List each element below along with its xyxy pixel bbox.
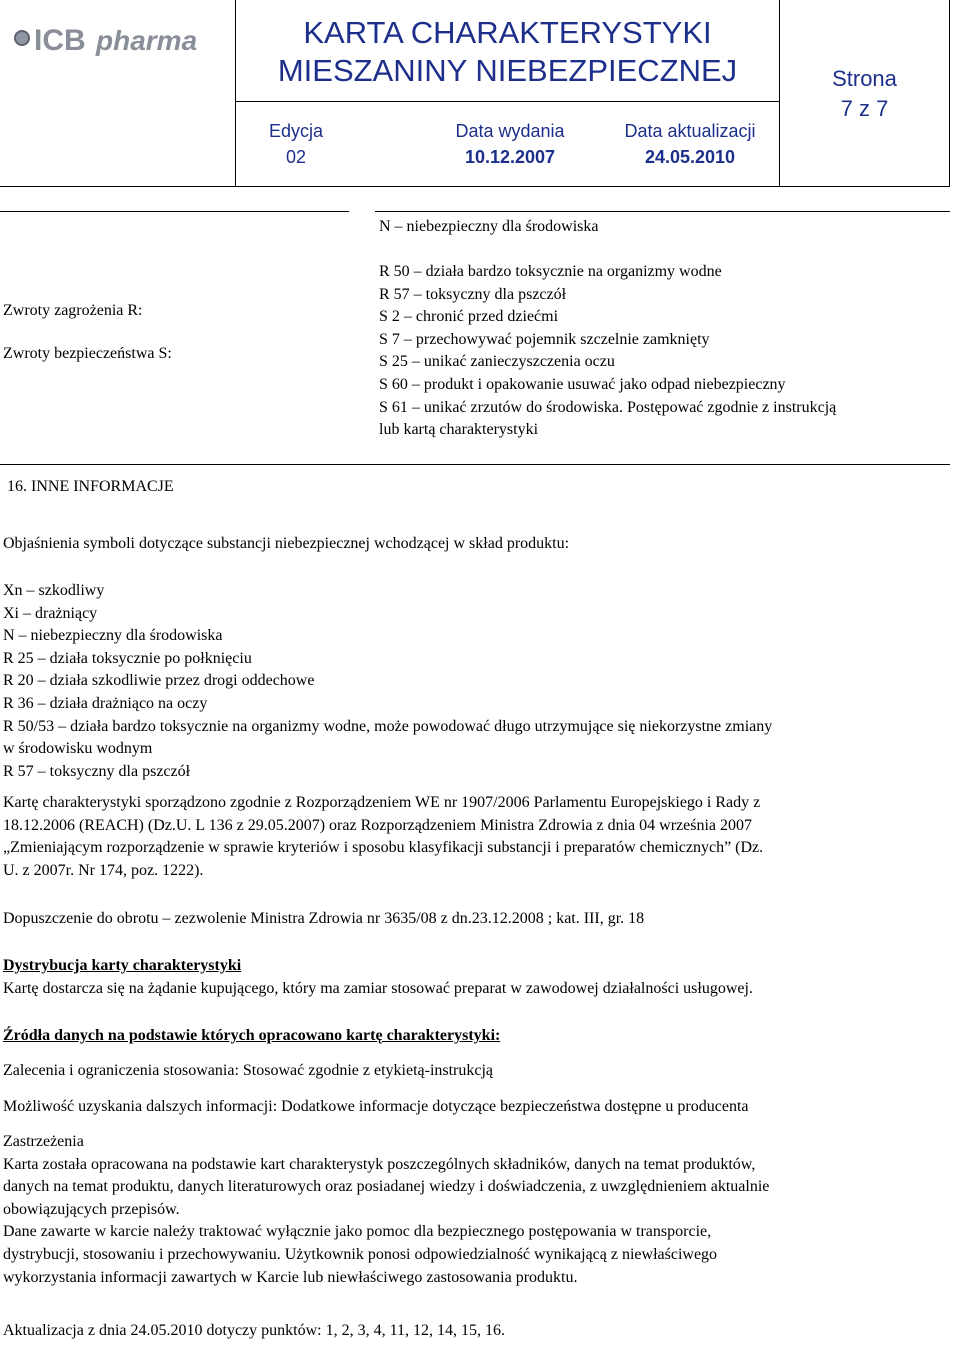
svg-text:pharma: pharma [96,25,198,56]
symbol-line: R 57 – toksyczny dla pszczół [3,762,191,780]
symbol-line: N – niebezpieczny dla środowiska [3,627,223,645]
update-date-value: 24.05.2010 [644,147,736,167]
s-phrases-label: Zwroty bezpieczeństwa S: [3,345,172,362]
disclaimer-line: Dane zawarte w karcie należy traktować wyłącznie jako pomoc dla bezpiecznego postępowania w transporcie, [3,1223,712,1241]
edition-value: 02 [285,147,307,167]
edition-label: Edycja [268,121,324,141]
phrase-line: S 2 – chronić przed dziećmi [379,308,559,326]
page-number-cell [780,64,949,124]
phrase-line: S 7 – przechowywać pojemnik szczelnie zamknięty [379,330,710,348]
recommendations-text: Zalecenia i ograniczenia stosowania: Stosować zgodnie z etykietą-instrukcją [3,1062,494,1079]
document-title [236,14,779,90]
page-label: Strona [832,66,897,91]
table-rule [375,211,950,212]
symbol-line: R 25 – działa toksycznie po połknięciu [3,649,252,667]
phrase-line: S 25 – unikać zanieczyszczenia oczu [379,353,615,371]
phrase-line: R 57 – toksyczny dla pszczół [379,285,567,303]
legal-basis [3,792,948,882]
document-header [0,0,950,187]
symbols-list [3,580,948,783]
legal-line: „Zmieniającym rozporządzenie w sprawie kryteriów i sposobu klasyfikacji substancji i preparatów chemicznych” (Dz. [3,839,764,857]
phrase-line: S 61 – unikać zrzutów do środowiska. Postępować zgodnie z instrukcją [379,398,837,416]
section-rule [0,464,950,465]
disclaimer-section [3,1131,948,1289]
disclaimer-line: danych na temat produktu, danych literaturowych oraz posiadanej wiedzy i doświadczenia, z uwzględnieniem aktualnie [3,1178,770,1196]
market-permit: Dopuszczenie do obrotu – zezwolenie Ministra Zdrowia nr 3635/08 z dn.23.12.2008 ; kat. III, gr. 18 [3,910,645,927]
issue-date-cell [420,118,600,170]
legal-line: U. z 2007r. Nr 174, poz. 1222). [3,861,204,879]
legal-line: Kartę charakterystyki sporządzono zgodnie z Rozporządzeniem WE nr 1907/2006 Parlamentu Europejskiego i Rady z [3,794,761,811]
r-phrases-label: Zwroty zagrożenia R: [3,302,143,319]
update-date-label: Data aktualizacji [624,121,756,141]
section-heading: 16. INNE INFORMACJE [7,478,174,495]
distribution-section [3,955,948,1000]
phrase-line: lub kartą charakterystyki [379,421,539,439]
edition-cell [236,118,356,170]
update-note: Aktualizacja z dnia 24.05.2010 dotyczy punktów: 1, 2, 3, 4, 11, 12, 14, 15, 16. [3,1322,505,1339]
header-divider [235,101,780,102]
disclaimer-line: Karta została opracowana na podstawie kart charakterystyk poszczególnych składników, danych na temat produktów, [3,1155,756,1173]
page-value: 7 z 7 [840,96,889,121]
further-info-text: Możliwość uzyskania dalszych informacji: Dodatkowe informacje dotyczące bezpieczeństwa dostępne u producenta [3,1098,749,1115]
disclaimer-heading: Zastrzeżenia [3,1133,84,1150]
symbol-line: R 36 – działa drażniąco na oczy [3,694,208,712]
distribution-text: Kartę dostarcza się na żądanie kupującego, który ma zamiar stosować preparat w zawodowej działalności usługowej. [3,979,753,997]
phrase-line: R 50 – działa bardzo toksycznie na organizmy wodne [379,263,722,280]
disclaimer-line: dystrybucji, stosowaniu i przechowywaniu. Użytkownik ponosi odpowiedzialność wynikającą z niewłaściwego [3,1245,718,1263]
hazard-symbol-line: N – niebezpieczny dla środowiska [379,218,599,235]
distribution-heading: Dystrybucja karty charakterystyki [3,957,242,974]
title-line: MIESZANINY NIEBEZPIECZNEJ [277,53,738,88]
legal-line: 18.12.2006 (REACH) (Dz.U. L 136 z 29.05.2007) oraz Rozporządzeniem Ministra Zdrowia z dnia 04 września 2007 [3,816,752,834]
symbols-intro: Objaśnienia symboli dotyczące substancji niebezpiecznej wchodzącej w skład produktu: [3,535,570,552]
update-date-cell [600,118,780,170]
symbol-line: R 20 – działa szkodliwie przez drogi oddechowe [3,672,315,690]
issue-date-value: 10.12.2007 [464,147,556,167]
phrase-line: S 60 – produkt i opakowanie usuwać jako odpad niebezpieczny [379,376,786,393]
title-line: KARTA CHARAKTERYSTYKI [303,15,712,50]
table-rule [0,211,349,212]
svg-text:ICB: ICB [34,24,86,57]
sources-heading: Źródła danych na podstawie których opracowano kartę charakterystyki: [3,1027,501,1044]
symbol-line: R 50/53 – działa bardzo toksycznie na organizmy wodne, może powodować długo utrzymujące się niekorzystne zmiany [3,717,773,735]
disclaimer-line: obowiązujących przepisów. [3,1200,180,1218]
company-logo [12,14,227,64]
symbol-line: w środowisku wodnym [3,740,153,758]
symbol-line: Xn – szkodliwy [3,582,105,599]
symbol-line: Xi – drażniący [3,604,98,622]
disclaimer-line: wykorzystania informacji zawartych w Karcie lub niewłaściwego zastosowania produktu. [3,1268,578,1286]
issue-date-label: Data wydania [455,121,565,141]
